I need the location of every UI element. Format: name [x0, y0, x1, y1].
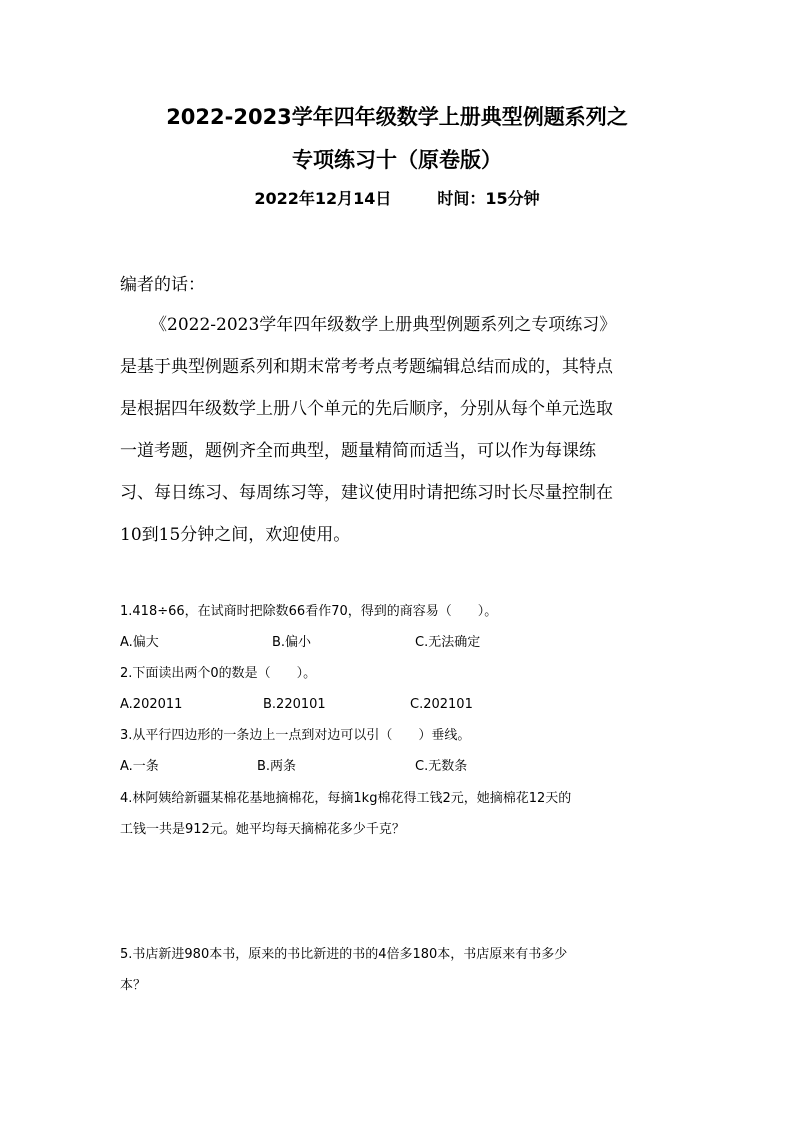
question-5-text-line-1: 5.书店新进980本书，原来的书比新进的书的4倍多180本，书店原来有书多少	[120, 947, 568, 962]
intro-line: 是根据四年级数学上册八个单元的先后顺序，分别从每个单元选取	[120, 399, 613, 419]
question-3-option-c: C.无数条	[415, 759, 468, 774]
question-2-option-a: A.202011	[120, 697, 183, 712]
intro-line: 《2022-2023学年四年级数学上册典型例题系列之专项练习》	[150, 315, 617, 335]
question-5-text-line-2: 本？	[120, 978, 147, 993]
intro-line: 是基于典型例题系列和期末常考考点考题编辑总结而成的，其特点	[120, 357, 613, 377]
question-4-text-line-2: 工钱一共是912元。她平均每天摘棉花多少千克？	[120, 822, 405, 837]
question-4-text-line-1: 4.林阿姨给新疆某棉花基地摘棉花，每摘1kg棉花得工钱2元，她摘棉花12天的	[120, 791, 572, 806]
intro-line: 10到15分钟之间，欢迎使用。	[120, 525, 351, 545]
date-text: 2022年12月14日	[254, 189, 392, 208]
question-1-text: 1.418÷66，在试商时把除数66看作70，得到的商容易（ ）。	[120, 604, 498, 619]
question-3-text: 3.从平行四边形的一条边上一点到对边可以引（ ）垂线。	[120, 728, 471, 743]
question-3-option-a: A.一条	[120, 759, 159, 774]
title-line-1: 2022-2023学年四年级数学上册典型例题系列之	[166, 105, 628, 129]
question-2-option-b: B.220101	[263, 697, 326, 712]
question-1-option-a: A.偏大	[120, 635, 159, 650]
question-1-option-b: B.偏小	[272, 635, 312, 650]
question-1-option-c: C.无法确定	[415, 635, 481, 650]
duration-text: 时间：15分钟	[437, 189, 540, 208]
question-3-option-b: B.两条	[257, 759, 297, 774]
question-2-option-c: C.202101	[410, 697, 473, 712]
question-2-text: 2.下面读出两个0的数是（ ）。	[120, 666, 317, 681]
editor-note-label: 编者的话：	[120, 275, 205, 295]
meta-line	[0, 186, 794, 212]
title-line-2: 专项练习十（原卷版）	[292, 148, 502, 172]
intro-line: 习、每日练习、每周练习等，建议使用时请把练习时长尽量控制在	[120, 483, 613, 503]
intro-line: 一道考题，题例齐全而典型，题量精简而适当，可以作为每课练	[120, 441, 596, 461]
